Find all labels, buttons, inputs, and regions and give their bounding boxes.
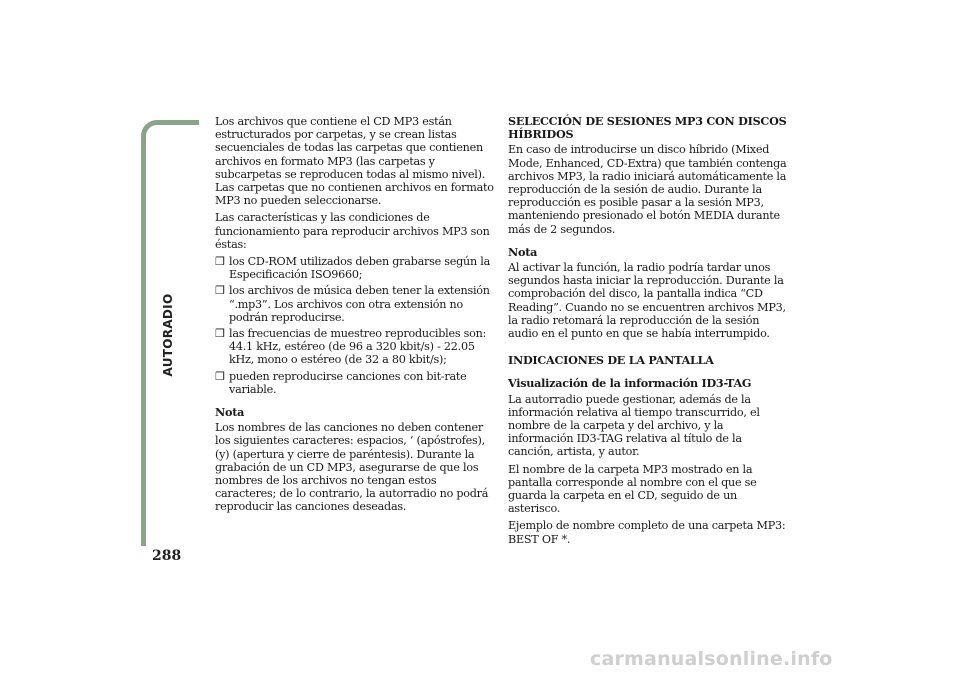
list-item-text: los CD-ROM utilizados deben grabarse según la Especificación ISO9660; — [229, 255, 491, 282]
id3-text-2: El nombre de la carpeta MP3 mostrado en la pantalla corresponde al nombre con el que se guarda la carpeta en el CD, seguido de un asterisco. — [508, 462, 757, 516]
hybrid-heading: SELECCIÓN DE SESIONES MP3 CON DISCOS HÍBRIDOS — [508, 114, 787, 142]
intro-paragraph-2: Las características y las condiciones de funcionamiento para reproducir archivos MP3 son éstas: — [215, 211, 490, 251]
id3-text-3: Ejemplo de nombre completo de una carpeta MP3: BEST OF *. — [508, 519, 786, 546]
list-item — [215, 327, 495, 367]
list-item — [215, 284, 495, 324]
watermark: carmanualsonline.info — [590, 648, 833, 670]
checkbox-bullet-icon: ❒ — [215, 255, 225, 269]
checkbox-bullet-icon: ❒ — [215, 369, 225, 383]
list-item-text: los archivos de música deben tener la extensión “.mp3”. Los archivos con otra extensión no podrán reproducirse. — [229, 284, 490, 324]
right-column — [508, 115, 790, 550]
intro-paragraph-1: Los archivos que contiene el CD MP3 están estructurados por carpetas, y se crean listas secuenciales de todas las carpetas que contienen archivos en formato MP3 (las carpetas y subcarpetas se reproducen todas al mismo nivel). Las carpetas que no contienen archivos en formato MP3 no pueden seleccionarse. — [215, 115, 494, 208]
id3-heading: Visualización de la información ID3-TAG — [508, 376, 752, 391]
checkbox-bullet-icon: ❒ — [215, 327, 225, 341]
list-item — [215, 370, 495, 396]
list-item-text: pueden reproducirse canciones con bit-rate variable. — [229, 369, 467, 396]
note-text: Los nombres de las canciones no deben contener los siguientes caracteres: espacios, ‘ (apóstrofes), (y) (apertura y cierre de paréntesis). Durante la grabación de un CD MP3, asegurarse de que los nombres de los archivos no tengan estos caracteres; de lo contrario, la autorradio no podrá reproducir las canciones deseadas. — [215, 421, 489, 514]
page-number: 288 — [152, 548, 182, 564]
section-label: AUTORADIO — [161, 293, 175, 377]
checkbox-bullet-icon: ❒ — [215, 284, 225, 298]
note-heading: Nota — [508, 244, 538, 259]
id3-text-1: La autorradio puede gestionar, además de la información relativa al tiempo transcurrido, el nombre de la carpeta y del archivo, y la información ID3-TAG relativa al título de la canción, artista, y autor. — [508, 392, 760, 459]
note-heading: Nota — [215, 405, 245, 420]
hybrid-text: En caso de introducirse un disco híbrido (Mixed Mode, Enhanced, CD-Extra) que también contenga archivos MP3, la radio iniciará automáticamente la reproducción de la sesión de audio. Durante la reproducción es posible pasar a la sesión MP3, manteniendo presionado el botón MEDIA durante más de 2 segundos. — [508, 143, 787, 236]
left-column — [215, 115, 495, 518]
note-text: Al activar la función, la radio podría tardar unos segundos hasta iniciar la reproducción. Durante la comprobación del disco, la pantalla indica “CD Reading”. Cuando no se encuentren archivos MP3, la radio retomará la reproducción de la sesión audio en el punto en que se había interrumpido. — [508, 261, 786, 341]
requirements-list — [215, 255, 495, 396]
list-item-text: las frecuencias de muestreo reproducibles son: 44.1 kHz, estéreo (de 96 a 320 kbit/s) - 22.05 kHz, mono o estéreo (de 32 a 80 kbit/s); — [229, 327, 487, 367]
display-heading: INDICACIONES DE LA PANTALLA — [508, 353, 714, 368]
list-item — [215, 255, 495, 281]
